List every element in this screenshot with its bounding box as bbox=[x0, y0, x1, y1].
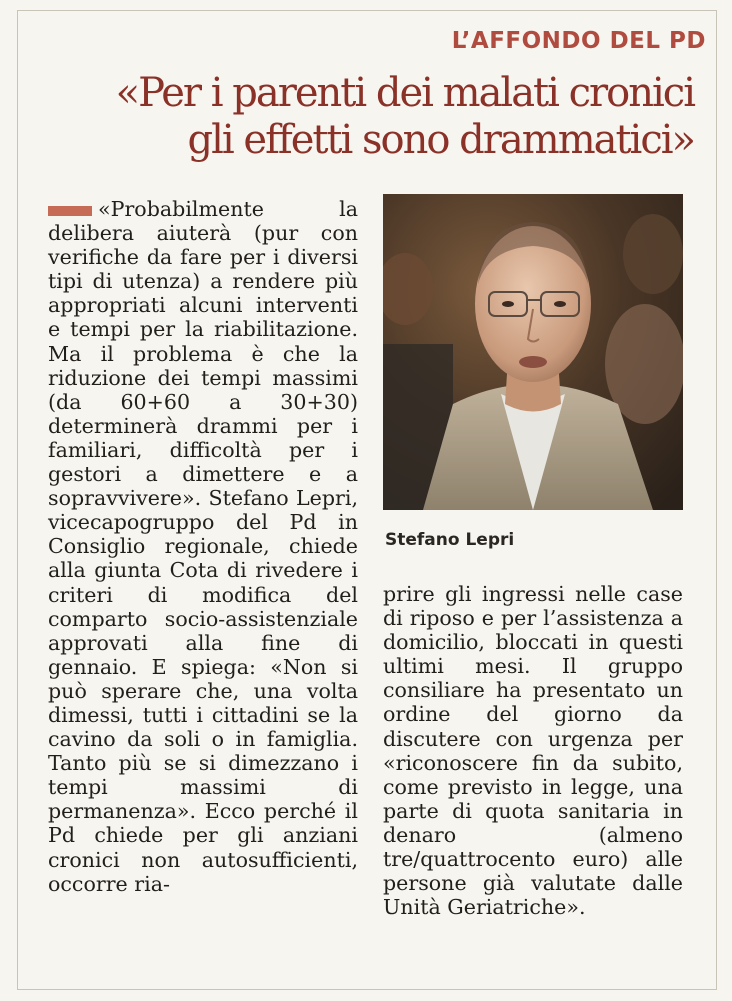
body-text-right: prire gli ingressi nelle case di riposo e per l’assistenza a domicilio, bloccati in questi ultimi mesi. Il gruppo consiliare ha presentato un ordine del giorno da discutere con urgenza per «riconoscere fin da subito, come previsto in legge, una parte di quota sanitaria in denaro (almeno tre/quattrocento euro) alle persone già valutate dalle Unità Geriatriche». bbox=[383, 582, 683, 920]
body-column-right bbox=[383, 582, 683, 919]
body-text-left: «Probabilmente la delibera aiuterà (pur con verifiche da fare per i diversi tipi di utenza) a rendere più appropriati alcuni interventi e tempi per la riabilitazione. Ma il problema è che la riduzione dei tempi massimi (da 60+60 a 30+30) determinerà drammi per i familiari, difficoltà per i gestori a dimettere e a sopravvivere». Stefano Lepri, vicecapogruppo del Pd in Consiglio regionale, chiede alla giunta Cota di rivedere i criteri di modifica del comparto socio-assistenziale approvati alla fine di gennaio. E spiega: «Non si può sperare che, una volta dimessi, tutti i cittadini se la cavino da soli o in famiglia. Tanto più se si dimezzano i tempi massimi di permanenza». Ecco perché il Pd chiede per gli anziani cronici non autosufficienti, occorre ria- bbox=[48, 197, 358, 896]
headline bbox=[0, 70, 694, 164]
lead-marker bbox=[48, 206, 92, 216]
headline-line-1: «Per i parenti dei malati cronici bbox=[115, 70, 694, 116]
body-column-left bbox=[48, 197, 358, 896]
section-kicker: L’AFFONDO DEL PD bbox=[451, 28, 706, 54]
portrait-illustration bbox=[383, 194, 683, 510]
headline-line-2: gli effetti sono drammatici» bbox=[187, 117, 694, 163]
portrait-photo bbox=[383, 194, 683, 510]
photo-caption: Stefano Lepri bbox=[385, 530, 515, 550]
